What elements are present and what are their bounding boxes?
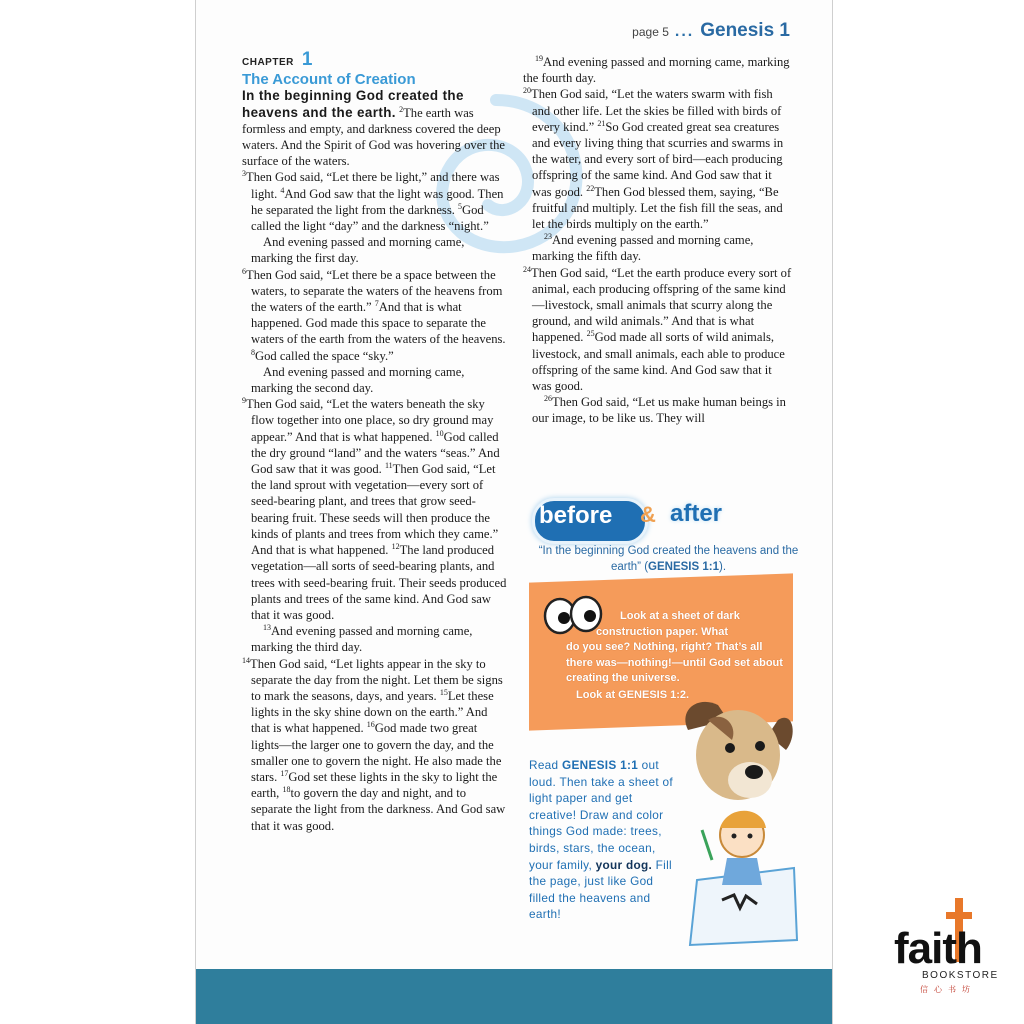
verse-number: 24	[523, 264, 531, 274]
before-label: before	[539, 502, 613, 529]
paragraph	[523, 265, 793, 395]
verse-number: 4	[280, 185, 285, 195]
verse-text: Let these lights in the sky shine down on the earth.” And that is what happened.	[251, 688, 494, 736]
after-label: after	[670, 500, 723, 527]
activity-text: Read	[529, 758, 562, 772]
verse-number: 22	[586, 183, 595, 193]
activity-instructions	[529, 757, 679, 923]
verse-text: Then God said, “Let the land sprout with vegetation—every sort of seed-bearing plant, and trees that grow seed-bearing fruit. These seeds will then produce the kinds of plants and trees from which they came.” And that is what happened.	[251, 462, 499, 558]
verse-number: 9	[242, 396, 246, 406]
verse-text: God called the dry ground “land” and the waters “seas.” And God saw that it was good.	[251, 429, 500, 477]
paragraph	[523, 394, 793, 426]
verse-number: 18	[282, 784, 291, 794]
verse-text: The earth was formless and empty, and darkness covered the deep waters. And the Spirit of God was hovering over the surface of the waters.	[242, 105, 506, 169]
day-close	[242, 623, 508, 655]
left-column	[242, 49, 508, 834]
verse-number: 17	[280, 768, 289, 778]
verse-text: God called the light “day” and the darkness “night.”	[251, 202, 489, 234]
verse-number: 12	[391, 541, 400, 551]
paragraph	[242, 169, 508, 234]
decorative-footer-band	[196, 969, 832, 1024]
verse-number: 7	[374, 298, 379, 308]
verse-number: 14	[242, 655, 250, 665]
paragraph	[242, 656, 508, 834]
before-after-banner	[532, 494, 802, 548]
header-dots: ...	[674, 23, 695, 40]
child-drawing-illustration	[682, 800, 802, 950]
verse-text: Then God said, “Let the waters swarm with fish and other life. Let the skies be filled with birds of every kind.”	[531, 87, 782, 134]
callout-line: construction paper. What	[596, 625, 729, 638]
verse-text: Then God said, “Let there be a space between the waters, to separate the waters of the heavens from the waters of the earth.”	[246, 267, 503, 315]
verse-number: 10	[435, 428, 444, 438]
paragraph	[242, 267, 508, 364]
page-number: page 5	[632, 25, 669, 39]
feature-quote	[531, 543, 806, 575]
logo-chinese-text: 信心书坊	[920, 985, 976, 994]
verse-number: 15	[439, 687, 448, 697]
chapter-number: 1	[301, 49, 313, 70]
activity-text: Fill the page, just like God filled the heavens and earth!	[529, 857, 672, 922]
verse-text: And evening passed and morning came, marking the fourth day.	[523, 55, 790, 86]
lead-verse: In the beginning God created the heavens and the earth.	[242, 88, 464, 120]
paragraph	[242, 396, 508, 623]
section-heading: The Account of Creation	[242, 71, 416, 89]
logo-wordmark: faith	[894, 924, 982, 973]
verse-number: 26	[544, 394, 552, 404]
opening-paragraph	[242, 88, 508, 169]
verse-text: And that is what happened. God made this space to separate the waters of the earth from the waters of the heavens.	[251, 300, 506, 347]
verse-text: So God created great sea creatures and every living thing that scurries and swarms in the water, and every sort of bird—each producing offspring of the same kind. And God saw that it was good.	[532, 119, 784, 199]
activity-text: out loud. Then take a sheet of light paper and get creative! Draw and color things God made: trees, birds, stars, the ocean, your family,	[529, 758, 673, 872]
verse-text: Then God said, “Let lights appear in the sky to separate the day from the night. Let them be signs to mark the seasons, days, and years.	[250, 656, 503, 703]
verse-text: God called the space “sky.”	[255, 348, 394, 363]
verse-text: God set these lights in the sky to light the earth,	[251, 769, 498, 801]
verse-text: Then God blessed them, saying, “Be fruitful and multiply. Let the fish fill the seas, and let the birds multiply on the earth.”	[532, 184, 783, 232]
day-close: And evening passed and morning came, marking the first day.	[251, 235, 465, 266]
day-close	[523, 54, 793, 86]
bible-page	[195, 0, 833, 1024]
activity-reference: GENESIS 1:1	[561, 758, 639, 772]
callout-body: do you see? Nothing, right? That’s all there was—nothing!—until God set about creating the universe.	[566, 641, 783, 684]
verse-number: 25	[586, 329, 595, 339]
day-close: And evening passed and morning came, marking the second day.	[251, 364, 465, 396]
verse-text: The land produced vegetation—all sorts of seed-bearing plants, and trees with seed-bearing fruit. Their seeds produced plants and trees of the same kind. And God saw that it was good.	[251, 543, 507, 622]
chapter-marker	[242, 49, 508, 71]
verse-text: to govern the day and night, and to separate the light from the darkness. And God saw that it was good.	[251, 786, 506, 833]
orange-callout-text	[566, 609, 788, 703]
verse-text: Then God said, “Let us make human beings in our image, to be like us. They will	[532, 395, 786, 426]
verse-number: 2	[399, 104, 404, 114]
page-header	[632, 20, 790, 42]
ampersand: &	[640, 502, 656, 527]
verse-number: 3	[242, 169, 246, 179]
verse-text: God made all sorts of wild animals, livestock, and small animals, each able to produce offspring of the same kind. And God saw that it was good.	[532, 330, 785, 394]
verse-text: And evening passed and morning came, marking the third day.	[251, 624, 473, 655]
verse-number: 11	[384, 460, 393, 470]
verse-text: Then God said, “Let the earth produce every sort of animal, each producing offspring of the same kind—livestock, small animals that scurry along the ground, and wild animals.” And that is what happened.	[531, 265, 792, 345]
quote-reference: GENESIS 1:1	[648, 561, 719, 573]
quote-end: ).	[719, 561, 727, 573]
activity-emphasis: your dog.	[595, 857, 653, 872]
verse-number: 16	[366, 720, 375, 730]
verse-text: And God saw that the light was good. Then he separated the light from the darkness.	[251, 186, 504, 217]
verse-number: 19	[535, 53, 543, 63]
chapter-label: CHAPTER	[242, 57, 294, 68]
verse-text: God made two great lights—the larger one to govern the day, and the smaller one to govern the night. He also made the stars.	[251, 721, 502, 784]
verse-number: 6	[242, 266, 246, 276]
verse-text: Then God said, “Let the waters beneath the sky flow together into one place, so dry ground may appear.” And that is what happened.	[246, 397, 494, 444]
bookstore-logo	[894, 896, 999, 996]
callout-reference: Look at GENESIS 1:2.	[576, 688, 690, 701]
logo-subtitle: BOOKSTORE	[922, 970, 999, 981]
quote-text: “In the beginning God created the heavens and the earth” (	[538, 545, 799, 573]
verse-number: 13	[263, 622, 271, 632]
verse-number: 23	[544, 232, 552, 242]
verse-text: Then God said, “Let there be light,” and there was light.	[246, 170, 500, 201]
paragraph	[523, 86, 793, 232]
callout-line: Look at a sheet of dark	[620, 610, 740, 622]
right-column	[523, 54, 793, 427]
day-close	[523, 232, 793, 264]
verse-number: 5	[458, 201, 463, 211]
book-chapter-title: Genesis 1	[700, 20, 790, 41]
verse-number: 8	[251, 347, 255, 357]
verse-number: 20	[523, 86, 531, 96]
verse-number: 21	[597, 118, 606, 128]
verse-text: And evening passed and morning came, marking the fifth day.	[532, 233, 754, 264]
